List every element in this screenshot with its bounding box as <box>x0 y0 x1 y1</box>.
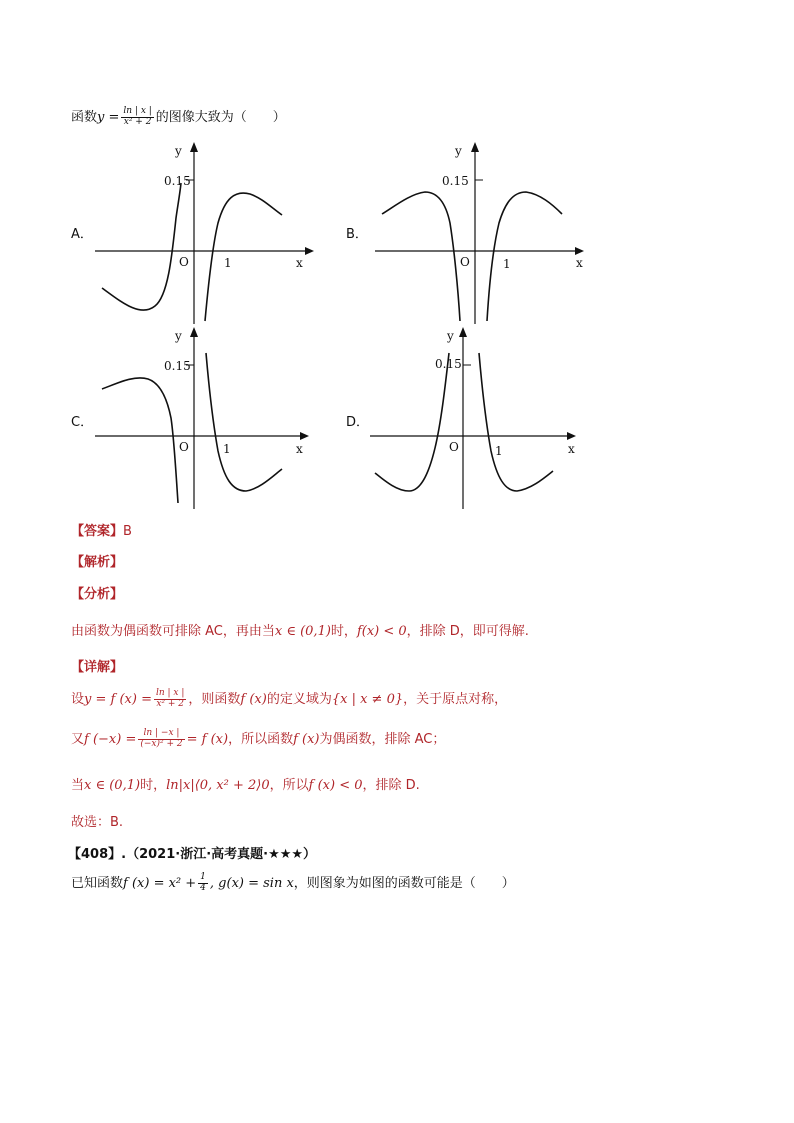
question-stem <box>71 106 286 128</box>
d2-math-2: = f (x) <box>186 732 229 747</box>
option-d-label: D． <box>346 415 370 430</box>
x-tick-label: 1 <box>224 256 232 270</box>
detail-line-3 <box>71 774 420 793</box>
y-axis-arrow <box>459 327 467 337</box>
y-axis-arrow <box>190 327 198 337</box>
d2-text-2: ，所以函数 <box>228 732 294 747</box>
origin-label: O <box>179 440 189 454</box>
fraction-numerator: ln | x | <box>123 106 152 117</box>
nq-text-2: ，则图象为如图的函数可能是（ ） <box>293 876 515 891</box>
detail-line-1 <box>71 688 507 710</box>
analysis-text-3: ，排除 D，即可得解. <box>406 624 529 639</box>
x-axis-arrow <box>305 247 314 255</box>
graph-option-b <box>370 138 600 328</box>
y-axis-label: y <box>447 329 454 343</box>
analysis-math-1: x ∈ (0,1) <box>274 624 331 639</box>
option-a-label: A． <box>71 227 93 242</box>
graph-option-c <box>90 323 320 513</box>
y-axis-arrow <box>471 142 479 152</box>
y-axis-label: y <box>455 144 462 158</box>
nq-fraction <box>198 873 208 894</box>
next-question-number: 【408】.（2021·浙江·高考真题·★★★） <box>68 847 317 862</box>
d1-text-1: 设 <box>71 692 85 707</box>
curve-right-branch <box>205 193 282 321</box>
option-c-label: C． <box>71 415 94 430</box>
d3-text-4: ，排除 D. <box>362 778 420 793</box>
next-question-stem <box>71 872 515 894</box>
d2-text-1: 又 <box>71 732 85 747</box>
nq-fraction-denominator: 4 <box>200 883 206 893</box>
d1-fraction <box>154 689 186 710</box>
d3-math-2: ln|x|⟨0, x² + 2⟩0 <box>166 778 270 793</box>
nq-math-2: , g(x) = sin x <box>209 876 294 891</box>
d3-text-2: 时， <box>140 778 167 793</box>
x-axis-arrow <box>300 432 309 440</box>
y-tick-label: 0.15 <box>164 359 191 373</box>
graph-option-d <box>365 323 595 513</box>
d2-fraction-denominator: (−x)² + 2 <box>140 739 183 749</box>
d3-math-1: x ∈ (0,1) <box>84 778 141 793</box>
origin-label: O <box>449 440 459 454</box>
x-tick-label: 1 <box>503 257 511 271</box>
y-tick-label: 0.15 <box>435 357 462 371</box>
answer-value: B <box>123 524 132 539</box>
analysis-text-2: 时， <box>330 624 357 639</box>
origin-label: O <box>460 255 470 269</box>
curve-left-branch <box>102 183 181 310</box>
question-function-fraction <box>121 107 153 128</box>
curve-left-branch <box>102 378 178 503</box>
question-function-lhs: y = <box>97 110 120 125</box>
analysis-math-2: f(x) < 0 <box>356 624 407 639</box>
d1-fraction-numerator: ln | x | <box>155 688 185 699</box>
x-axis-arrow <box>567 432 576 440</box>
origin-label: O <box>179 255 189 269</box>
option-b-label: B． <box>346 227 368 242</box>
d3-math-3: f (x) < 0 <box>308 778 363 793</box>
d3-text-3: ，所以 <box>269 778 309 793</box>
analysis-text-1: 由函数为偶函数可排除 AC，再由当 <box>71 624 275 639</box>
analysis-text <box>71 620 529 639</box>
x-tick-label: 1 <box>223 442 231 456</box>
d1-math-3: {x | x ≠ 0} <box>331 692 404 707</box>
detail-tag: 【详解】 <box>71 660 124 675</box>
d2-math-3: f (x) <box>293 732 320 747</box>
y-axis-arrow <box>190 142 198 152</box>
x-tick-label: 1 <box>495 444 503 458</box>
d1-math-2: f (x) <box>240 692 267 707</box>
question-prefix: 函数 <box>71 110 98 125</box>
explanation-tag: 【解析】 <box>71 555 124 570</box>
x-axis-label: x <box>296 442 303 456</box>
d1-text-3: 的定义域为 <box>266 692 332 707</box>
nq-text-1: 已知函数 <box>71 876 124 891</box>
curve-right-branch <box>479 353 553 491</box>
curve-right-branch <box>206 353 282 491</box>
y-tick-label: 0.15 <box>442 174 469 188</box>
graph-option-a <box>90 138 320 328</box>
curve-right-branch <box>487 192 562 321</box>
detail-line-2 <box>71 728 445 750</box>
curve-left-branch <box>375 353 449 491</box>
y-axis-label: y <box>175 144 182 158</box>
d2-math-1: f (−x) = <box>84 732 137 747</box>
d2-fraction <box>138 729 184 750</box>
d1-fraction-denominator: x² + 2 <box>156 699 185 709</box>
fraction-denominator: x² + 2 <box>123 117 152 127</box>
answer-tag: 【答案】 <box>71 524 124 539</box>
y-tick-label: 0.15 <box>164 174 191 188</box>
answer-line <box>71 520 132 539</box>
d3-text-1: 当 <box>71 778 85 793</box>
d1-math-1: y = f (x) = <box>84 692 152 707</box>
analysis-tag: 【分析】 <box>71 587 124 602</box>
nq-fraction-numerator: 1 <box>200 872 206 883</box>
nq-math-1: f (x) = x² + <box>123 876 197 891</box>
x-axis-label: x <box>568 442 575 456</box>
x-axis-label: x <box>576 256 583 270</box>
d1-text-2: ，则函数 <box>188 692 241 707</box>
conclusion: 故选：B. <box>71 815 124 830</box>
x-axis-label: x <box>296 256 303 270</box>
question-suffix: 的图像大致为（ ） <box>155 110 286 125</box>
x-axis-arrow <box>575 247 584 255</box>
d2-fraction-numerator: ln | −x | <box>138 729 184 740</box>
d2-text-3: 为偶函数，排除 AC； <box>319 732 446 747</box>
y-axis-label: y <box>175 329 182 343</box>
curve-left-branch <box>382 192 460 321</box>
d1-text-4: ，关于原点对称， <box>403 692 508 707</box>
